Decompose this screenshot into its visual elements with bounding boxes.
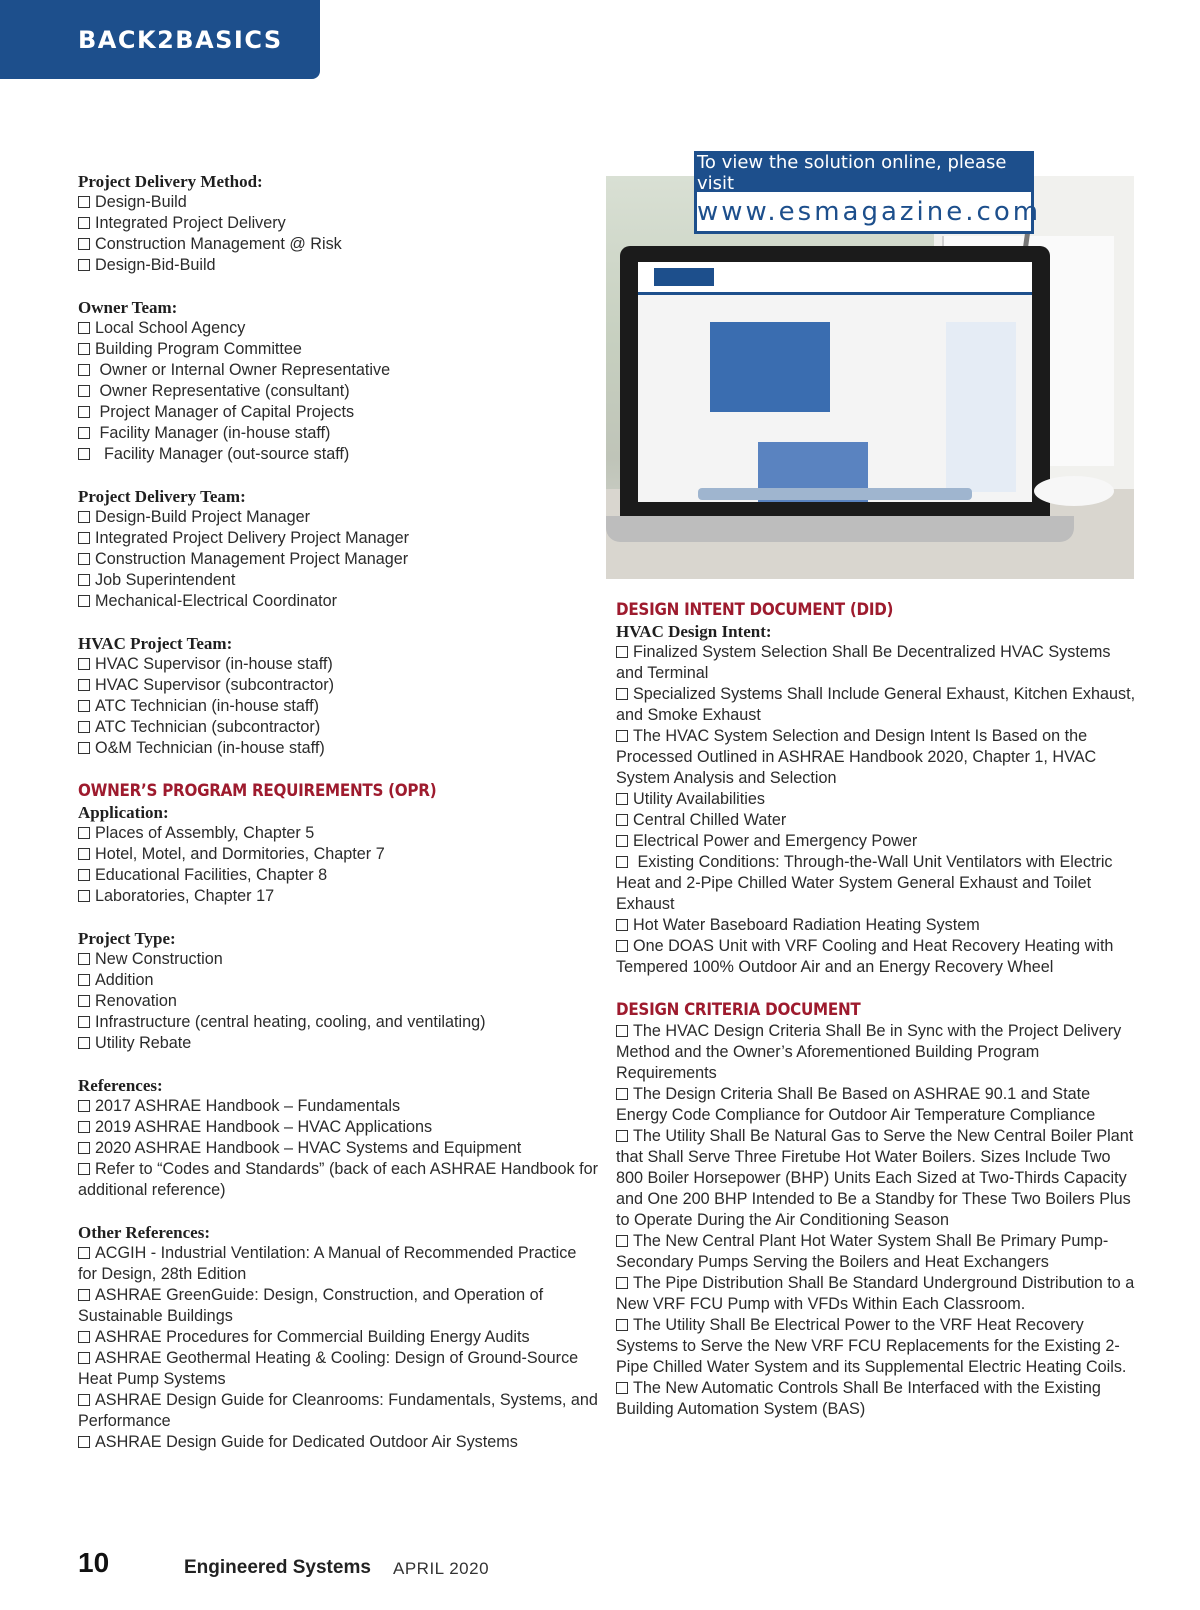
checklist-item-label: 2019 ASHRAE Handbook – HVAC Applications xyxy=(95,1118,433,1136)
checklist-item xyxy=(78,949,598,970)
checklist-item-label: Design-Build xyxy=(95,193,187,211)
checkbox[interactable] xyxy=(78,364,90,376)
checklist-item xyxy=(78,1159,603,1201)
checklist-item-label: Electrical Power and Emergency Power xyxy=(633,832,918,850)
checkbox[interactable] xyxy=(78,532,90,544)
section-tab-label: BACK2BASICS xyxy=(78,25,283,54)
checkbox[interactable] xyxy=(78,259,90,271)
magazine-name: Engineered Systems xyxy=(184,1557,371,1578)
website-screenshot xyxy=(638,262,1032,502)
section-heading: DESIGN INTENT DOCUMENT (DID) xyxy=(616,600,894,619)
checkbox[interactable] xyxy=(78,322,90,334)
checklist-item xyxy=(78,528,598,549)
checklist-item-label: ATC Technician (subcontractor) xyxy=(95,718,321,736)
checklist-item xyxy=(616,1273,1140,1315)
checkbox[interactable] xyxy=(78,343,90,355)
section-heading: OWNER’S PROGRAM REQUIREMENTS (OPR) xyxy=(78,781,437,800)
checklist-item xyxy=(78,192,598,213)
checkbox[interactable] xyxy=(616,646,628,658)
checklist-item-label: The Utility Shall Be Natural Gas to Serve the New Central Boiler Plant that Shall Serve Three Firetube Hot Water Boilers. Sizes Include Two 800 Boiler Horsepower (BHP) Units Each Sized at Two-Thirds Capacity and One 200 BHP Intended to Be a Standby for These Two Boilers Plus to Operate During the Air Conditioning Season xyxy=(616,1127,1138,1229)
section-tab xyxy=(0,0,320,79)
checkbox[interactable] xyxy=(78,974,90,986)
checklist-item-label: Facility Manager (out-source staff) xyxy=(95,445,350,463)
group-heading: HVAC Design Intent: xyxy=(616,622,772,641)
checklist-item xyxy=(616,915,1140,936)
checklist-item xyxy=(78,234,598,255)
checklist-item xyxy=(78,823,598,844)
checklist-item-label: Finalized System Selection Shall Be Decentralized HVAC Systems and Terminal xyxy=(616,643,1115,682)
checkbox[interactable] xyxy=(78,1289,90,1301)
checklist-item xyxy=(616,1315,1140,1378)
checklist-item-label: Job Superintendent xyxy=(95,571,236,589)
checkbox[interactable] xyxy=(78,1163,90,1175)
checklist-item-label: ACGIH - Industrial Ventilation: A Manual of Recommended Practice for Design, 28th Edition xyxy=(78,1244,581,1283)
checkbox[interactable] xyxy=(616,793,628,805)
checkbox[interactable] xyxy=(78,448,90,460)
checkbox[interactable] xyxy=(78,1037,90,1049)
checklist-item xyxy=(78,865,598,886)
checklist-item-label: Hotel, Motel, and Dormitories, Chapter 7 xyxy=(95,845,385,863)
right-column xyxy=(616,599,1140,1420)
checkbox[interactable] xyxy=(616,1319,628,1331)
checklist-item xyxy=(78,570,598,591)
checkbox[interactable] xyxy=(78,1331,90,1343)
checkbox[interactable] xyxy=(78,700,90,712)
checkbox[interactable] xyxy=(78,679,90,691)
checklist-item xyxy=(78,886,598,907)
checklist-item-label: The New Central Plant Hot Water System Shall Be Primary Pump-Secondary Pumps Serving the Boilers and Heat Exchangers xyxy=(616,1232,1109,1271)
checkbox[interactable] xyxy=(78,574,90,586)
checkbox[interactable] xyxy=(616,1382,628,1394)
checklist-item xyxy=(78,1096,598,1117)
checkbox[interactable] xyxy=(616,940,628,952)
checkbox[interactable] xyxy=(78,238,90,250)
checklist-item-label: Integrated Project Delivery Project Manager xyxy=(95,529,410,547)
checklist-item-label: Construction Management Project Manager xyxy=(95,550,409,568)
checkbox[interactable] xyxy=(78,427,90,439)
checklist-item-label: The HVAC Design Criteria Shall Be in Sync with the Project Delivery Method and the Owner’s Aforementioned Building Program Requirements xyxy=(616,1022,1126,1082)
checklist-item-label: ASHRAE Procedures for Commercial Building Energy Audits xyxy=(95,1328,530,1346)
checklist-item-label: Refer to “Codes and Standards” (back of each ASHRAE Handbook for additional reference) xyxy=(78,1160,603,1199)
checklist-item-label: Educational Facilities, Chapter 8 xyxy=(95,866,328,884)
checkbox[interactable] xyxy=(78,869,90,881)
checklist-item xyxy=(78,1285,598,1327)
promo-url-link[interactable]: www.esmagazine.com xyxy=(697,197,1042,227)
checklist-item-label: ASHRAE Design Guide for Dedicated Outdoor Air Systems xyxy=(95,1433,518,1451)
checklist-item-label: O&M Technician (in-house staff) xyxy=(95,739,325,757)
checklist-item xyxy=(78,423,598,444)
checklist-item xyxy=(616,642,1140,684)
checklist-item xyxy=(78,970,598,991)
checklist-item xyxy=(78,738,598,759)
checklist-item-label: Mechanical-Electrical Coordinator xyxy=(95,592,338,610)
group-heading: References: xyxy=(78,1076,163,1095)
page-number: 10 xyxy=(78,1547,110,1578)
checklist-item-label: The Utility Shall Be Electrical Power to the VRF Heat Recovery Systems to Serve the New VRF FCU Replacements for the Existing 2-Pipe Chilled Water System and its Supplemental Electric Heating Coils. xyxy=(616,1316,1127,1376)
checklist-item xyxy=(78,1390,603,1432)
checklist-item-label: The Pipe Distribution Shall Be Standard Underground Distribution to a New VRF FCU Pump with VFDs Within Each Classroom. xyxy=(616,1274,1139,1313)
checklist-item xyxy=(78,991,598,1012)
checkbox[interactable] xyxy=(78,553,90,565)
checkbox[interactable] xyxy=(78,406,90,418)
checklist-item-label: Laboratories, Chapter 17 xyxy=(95,887,275,905)
es-logo-icon xyxy=(654,268,714,286)
checklist-item xyxy=(78,1432,598,1453)
group-heading: HVAC Project Team: xyxy=(78,634,233,653)
checklist-item-label: Design-Bid-Build xyxy=(95,256,216,274)
checklist-item-label: HVAC Supervisor (in-house staff) xyxy=(95,655,333,673)
checkbox[interactable] xyxy=(78,890,90,902)
checkbox[interactable] xyxy=(78,1121,90,1133)
group-heading: Other References: xyxy=(78,1223,211,1242)
group-heading: Project Type: xyxy=(78,929,176,948)
checkbox[interactable] xyxy=(78,196,90,208)
checklist-item-label: 2020 ASHRAE Handbook – HVAC Systems and Equipment xyxy=(95,1139,522,1157)
checklist-item xyxy=(78,1033,598,1054)
group-heading: Application: xyxy=(78,803,169,822)
checklist-item-label: New Construction xyxy=(95,950,223,968)
checkbox[interactable] xyxy=(616,1130,628,1142)
checklist-item xyxy=(616,810,1140,831)
checkbox[interactable] xyxy=(78,511,90,523)
checklist-item xyxy=(616,831,1140,852)
checklist-item xyxy=(616,1231,1140,1273)
checklist-item-label: Addition xyxy=(95,971,154,989)
checklist-item xyxy=(78,844,598,865)
checklist-item xyxy=(78,213,598,234)
checklist-item-label: Places of Assembly, Chapter 5 xyxy=(95,824,315,842)
promo-box xyxy=(694,151,1042,234)
checklist-item-label: Renovation xyxy=(95,992,177,1010)
checklist-item-label: Existing Conditions: Through-the-Wall Unit Ventilators with Electric Heat and 2-Pipe Chilled Water System General Exhaust and Toilet Exhaust xyxy=(616,853,1118,913)
checkbox[interactable] xyxy=(78,217,90,229)
checklist-item-label: Project Manager of Capital Projects xyxy=(95,403,355,421)
checklist-item xyxy=(78,696,598,717)
group-heading: Owner Team: xyxy=(78,298,178,317)
checklist-item-label: Central Chilled Water xyxy=(633,811,787,829)
checkbox[interactable] xyxy=(616,730,628,742)
checklist-item xyxy=(78,1348,598,1390)
checkbox[interactable] xyxy=(78,1436,90,1448)
checkbox[interactable] xyxy=(78,1352,90,1364)
checklist-item xyxy=(78,507,598,528)
group-heading: Project Delivery Method: xyxy=(78,172,263,191)
checklist-item-label: Owner or Internal Owner Representative xyxy=(95,361,391,379)
checkbox[interactable] xyxy=(78,658,90,670)
checklist-item-label: Utility Availabilities xyxy=(633,790,765,808)
checkbox[interactable] xyxy=(78,595,90,607)
checklist-item-label: ASHRAE GreenGuide: Design, Construction, and Operation of Sustainable Buildings xyxy=(78,1286,548,1325)
checkbox[interactable] xyxy=(78,1394,90,1406)
checklist-item-label: Construction Management @ Risk xyxy=(95,235,342,253)
checklist-item-label: Building Program Committee xyxy=(95,340,302,358)
checkbox[interactable] xyxy=(78,1016,90,1028)
checklist-item-label: HVAC Supervisor (subcontractor) xyxy=(95,676,334,694)
group-heading: Project Delivery Team: xyxy=(78,487,246,506)
checkbox[interactable] xyxy=(78,995,90,1007)
checklist-item-label: One DOAS Unit with VRF Cooling and Heat Recovery Heating with Tempered 100% Outdoor Air and an Energy Recovery Wheel xyxy=(616,937,1118,976)
checklist-item xyxy=(78,717,598,738)
checklist-item xyxy=(78,1327,598,1348)
checklist-item-label: Owner Representative (consultant) xyxy=(95,382,350,400)
checklist-item-label: The New Automatic Controls Shall Be Interfaced with the Existing Building Automation System (BAS) xyxy=(616,1379,1106,1418)
checklist-item xyxy=(616,1084,1140,1126)
checklist-item xyxy=(78,1243,598,1285)
checkbox[interactable] xyxy=(616,1025,628,1037)
checklist-item xyxy=(78,1012,598,1033)
checkbox[interactable] xyxy=(78,1247,90,1259)
checklist-item xyxy=(616,789,1140,810)
checkbox[interactable] xyxy=(78,827,90,839)
checkbox[interactable] xyxy=(78,721,90,733)
checkbox[interactable] xyxy=(616,919,628,931)
checkbox[interactable] xyxy=(78,1100,90,1112)
mouse-icon xyxy=(1034,476,1114,506)
checklist-item xyxy=(78,402,598,423)
checkbox[interactable] xyxy=(616,1088,628,1100)
checkbox[interactable] xyxy=(78,385,90,397)
checklist-item-label: Infrastructure (central heating, cooling, and ventilating) xyxy=(95,1013,486,1031)
checklist-item xyxy=(78,339,598,360)
checkbox[interactable] xyxy=(78,848,90,860)
checklist-item xyxy=(78,675,598,696)
section-heading: DESIGN CRITERIA DOCUMENT xyxy=(616,1000,861,1019)
checklist-item-label: ATC Technician (in-house staff) xyxy=(95,697,320,715)
checkbox[interactable] xyxy=(616,1277,628,1289)
checklist-item xyxy=(616,1021,1140,1084)
checklist-item-label: Specialized Systems Shall Include General Exhaust, Kitchen Exhaust, and Smoke Exhaust xyxy=(616,685,1140,724)
issue-date: APRIL 2020 xyxy=(393,1559,490,1578)
checklist-item xyxy=(616,936,1140,978)
left-column xyxy=(78,171,603,1453)
checklist-item-label: The Design Criteria Shall Be Based on ASHRAE 90.1 and State Energy Code Compliance for Outdoor Air Temperature Compliance xyxy=(616,1085,1096,1124)
checklist-item xyxy=(616,1378,1140,1420)
checklist-item xyxy=(78,549,598,570)
checkbox[interactable] xyxy=(616,688,628,700)
checklist-item xyxy=(616,1126,1140,1231)
checklist-item xyxy=(78,381,598,402)
checklist-item xyxy=(78,444,598,465)
laptop-image xyxy=(620,246,1050,516)
checklist-item xyxy=(78,255,598,276)
checkbox[interactable] xyxy=(616,1235,628,1247)
checkbox[interactable] xyxy=(78,953,90,965)
checklist-item-label: Hot Water Baseboard Radiation Heating System xyxy=(633,916,980,934)
checklist-item xyxy=(78,591,598,612)
checklist-item xyxy=(616,852,1140,915)
laptop-photo xyxy=(606,176,1134,579)
promo-text: To view the solution online, please visit xyxy=(697,154,1031,192)
checkbox[interactable] xyxy=(616,856,628,868)
checklist-item xyxy=(78,654,598,675)
checklist-item xyxy=(78,1117,598,1138)
checkbox[interactable] xyxy=(616,835,628,847)
checkbox[interactable] xyxy=(78,1142,90,1154)
checklist-item-label: ASHRAE Design Guide for Cleanrooms: Fundamentals, Systems, and Performance xyxy=(78,1391,603,1430)
checklist-item xyxy=(78,318,598,339)
checklist-item-label: Facility Manager (in-house staff) xyxy=(95,424,331,442)
checklist-item xyxy=(78,1138,598,1159)
checklist-item-label: Local School Agency xyxy=(95,319,246,337)
checklist-item xyxy=(78,360,598,381)
checkbox[interactable] xyxy=(78,742,90,754)
checklist-item-label: The HVAC System Selection and Design Intent Is Based on the Processed Outlined in ASHRAE Handbook 2020, Chapter 1, HVAC System Analysis and Selection xyxy=(616,727,1101,787)
checklist-item xyxy=(616,684,1140,726)
checklist-item-label: ASHRAE Geothermal Heating & Cooling: Design of Ground-Source Heat Pump Systems xyxy=(78,1349,583,1388)
checklist-item-label: Design-Build Project Manager xyxy=(95,508,311,526)
checklist-item xyxy=(616,726,1140,789)
checkbox[interactable] xyxy=(616,814,628,826)
checklist-item-label: Integrated Project Delivery xyxy=(95,214,286,232)
checklist-item-label: 2017 ASHRAE Handbook – Fundamentals xyxy=(95,1097,401,1115)
checklist-item-label: Utility Rebate xyxy=(95,1034,192,1052)
